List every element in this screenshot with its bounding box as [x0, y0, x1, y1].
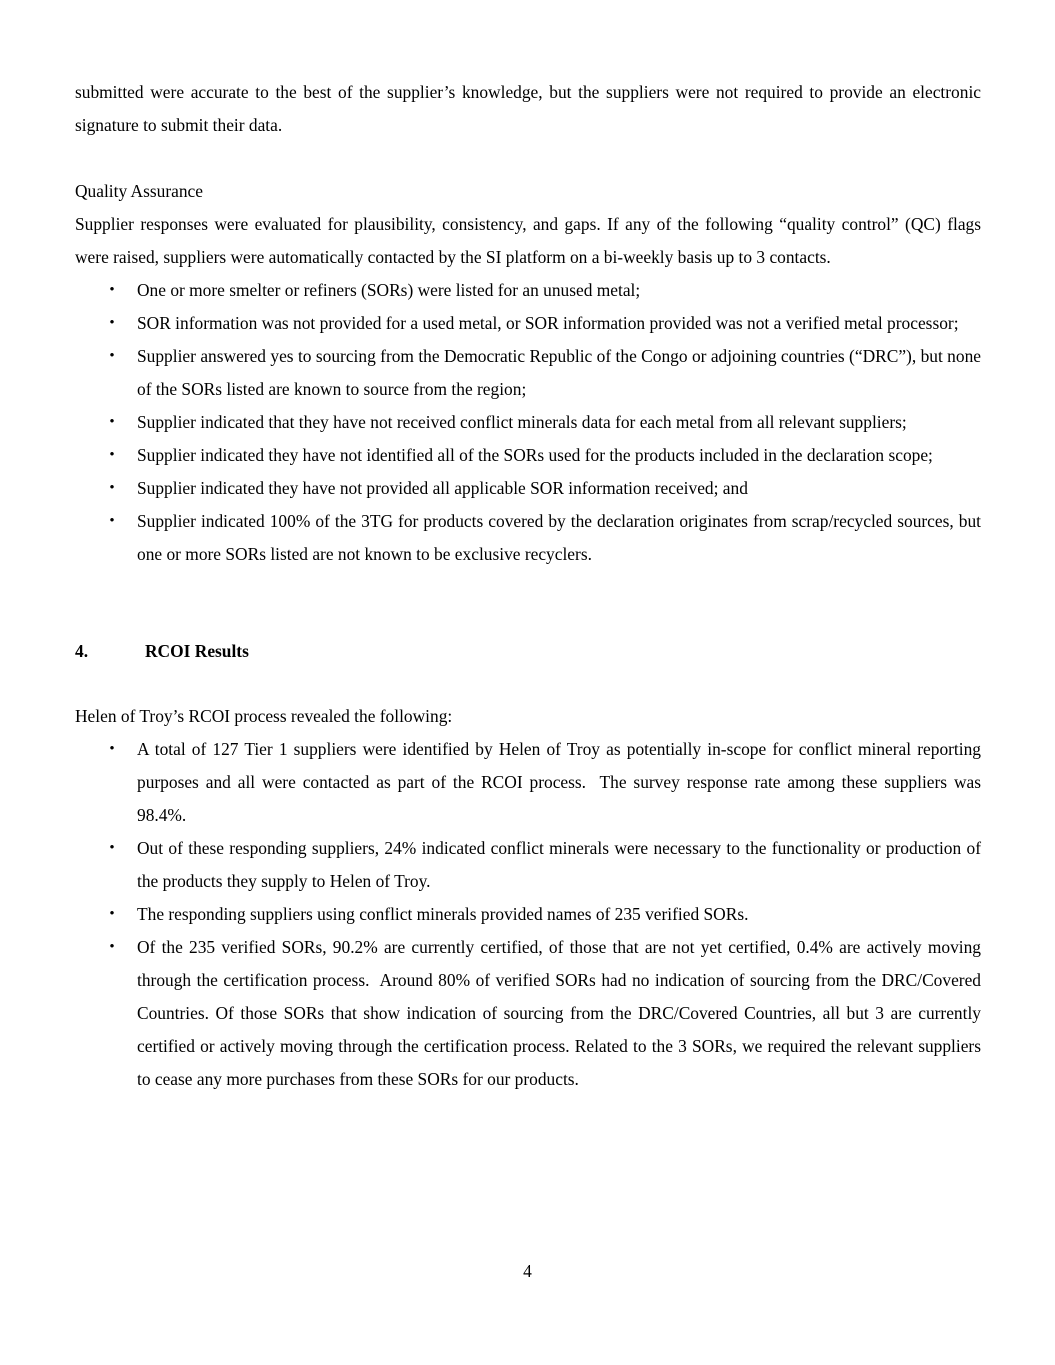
list-item — [75, 439, 981, 472]
section-heading — [75, 635, 981, 668]
list-item — [75, 505, 981, 571]
bullet-icon: • — [109, 741, 115, 757]
list-item-text: Out of these responding suppliers, 24% indicated conflict minerals were necessary to the functionality or production of the products they supply to Helen of Troy. — [137, 838, 981, 891]
qc-flags-list — [75, 274, 981, 571]
list-item-text: Of the 235 verified SORs, 90.2% are currently certified, of those that are not yet certified, 0.4% are actively moving through the certification process. Around 80% of verified SORs had no indication of sourcing from the DRC/Covered Countries. Of those SORs that show indication of sourcing from the DRC/Covered Countries, all but 3 are currently certified or actively moving through the certification process. Related to the 3 SORs, we required the relevant suppliers to cease any more purchases from these SORs for our products. — [137, 937, 981, 1089]
section-number: 4. — [75, 641, 89, 661]
section-title: RCOI Results — [145, 641, 249, 661]
list-item-text: One or more smelter or refiners (SORs) were listed for an unused metal; — [137, 280, 641, 300]
list-item-text: SOR information was not provided for a used metal, or SOR information provided was not a verified metal processor; — [137, 313, 959, 333]
bullet-icon: • — [109, 480, 115, 496]
intro-paragraph: submitted were accurate to the best of the supplier’s knowledge, but the suppliers were not required to provide an electronic signature to submit their data. — [75, 82, 981, 135]
list-item — [75, 274, 981, 307]
bullet-icon: • — [109, 939, 115, 955]
page-number: 4 — [523, 1261, 532, 1281]
list-item — [75, 340, 981, 406]
bullet-icon: • — [109, 414, 115, 430]
quality-assurance-heading: Quality Assurance — [75, 181, 203, 201]
list-item-text: Supplier indicated that they have not received conflict minerals data for each metal from all relevant suppliers; — [137, 412, 907, 432]
list-item-text: A total of 127 Tier 1 suppliers were identified by Helen of Troy as potentially in-scope for conflict mineral reporting purposes and all were contacted as part of the RCOI process. The survey response rate among these suppliers was 98.4%. — [137, 739, 981, 825]
bullet-icon: • — [109, 906, 115, 922]
list-item — [75, 898, 981, 931]
bullet-icon: • — [109, 840, 115, 856]
list-item — [75, 307, 981, 340]
rcoi-results-list — [75, 733, 981, 1096]
bullet-icon: • — [109, 447, 115, 463]
list-item — [75, 406, 981, 439]
bullet-icon: • — [109, 315, 115, 331]
list-item — [75, 832, 981, 898]
list-item-text: Supplier indicated they have not identified all of the SORs used for the products included in the declaration scope; — [137, 445, 933, 465]
document-page — [75, 76, 981, 1096]
list-item-text: Supplier indicated they have not provided all applicable SOR information received; and — [137, 478, 748, 498]
bullet-icon: • — [109, 282, 115, 298]
list-item-text: Supplier indicated 100% of the 3TG for products covered by the declaration originates from scrap/recycled sources, but one or more SORs listed are not known to be exclusive recyclers. — [137, 511, 981, 564]
list-item-text: Supplier answered yes to sourcing from the Democratic Republic of the Congo or adjoining countries (“DRC”), but none of the SORs listed are known to source from the region; — [137, 346, 981, 399]
list-item — [75, 472, 981, 505]
quality-assurance-paragraph: Supplier responses were evaluated for plausibility, consistency, and gaps. If any of the following “quality control” (QC) flags were raised, suppliers were automatically contacted by the SI platform on a bi-weekly basis up to 3 contacts. — [75, 214, 981, 267]
list-item — [75, 931, 981, 1096]
rcoi-intro: Helen of Troy’s RCOI process revealed the following: — [75, 706, 453, 726]
bullet-icon: • — [109, 513, 115, 529]
list-item-text: The responding suppliers using conflict minerals provided names of 235 verified SORs. — [137, 904, 749, 924]
bullet-icon: • — [109, 348, 115, 364]
list-item — [75, 733, 981, 832]
